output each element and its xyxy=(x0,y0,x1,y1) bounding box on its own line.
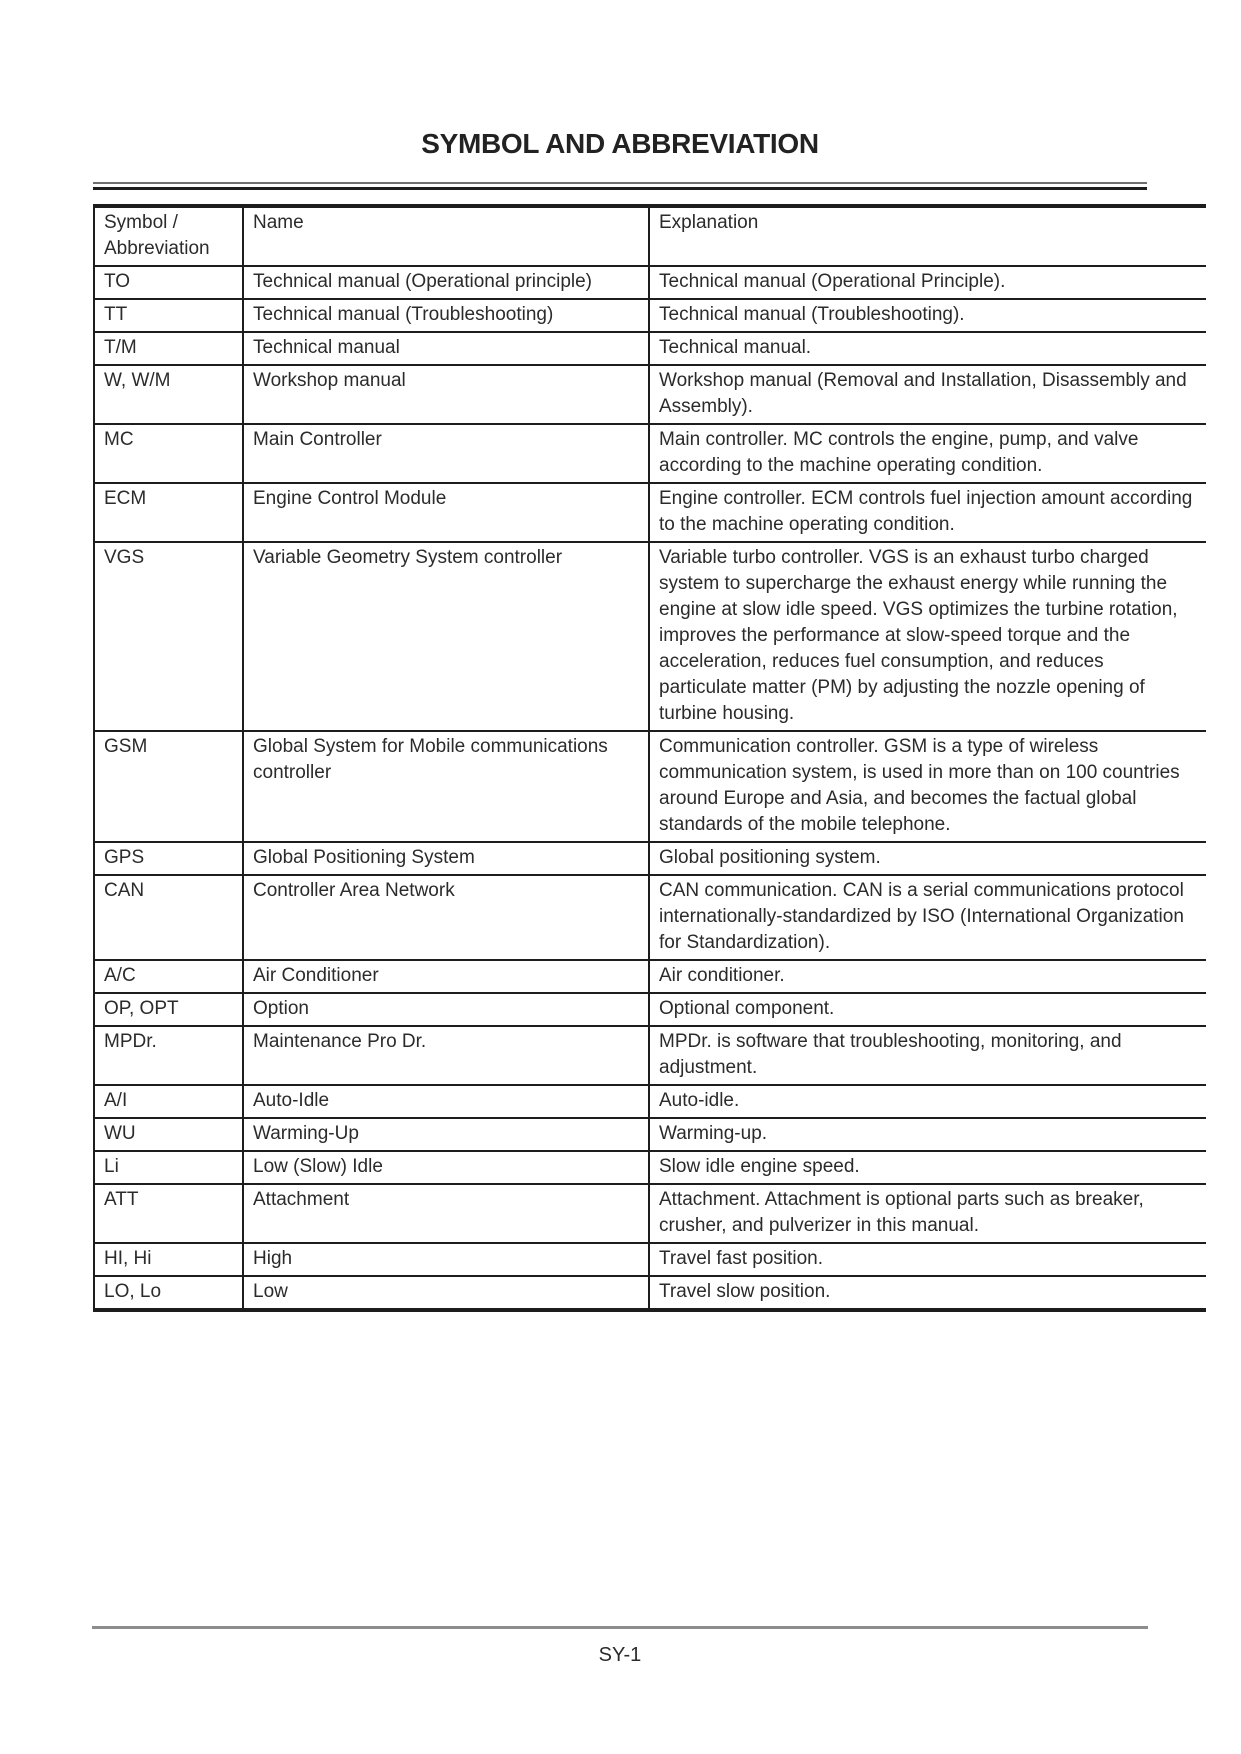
header-row xyxy=(94,206,1206,266)
name-cell: Auto-Idle xyxy=(243,1085,649,1118)
table-row xyxy=(94,842,1206,875)
symbol-cell: GSM xyxy=(94,731,243,842)
explanation-cell: Engine controller. ECM controls fuel injection amount according to the machine operating condition. xyxy=(649,483,1206,542)
symbol-cell: ATT xyxy=(94,1184,243,1243)
explanation-cell: Communication controller. GSM is a type of wireless communication system, is used in more than on 100 countries around Europe and Asia, and becomes the factual global standards of the mobile telephone. xyxy=(649,731,1206,842)
table-row xyxy=(94,1151,1206,1184)
explanation-cell: Workshop manual (Removal and Installation, Disassembly and Assembly). xyxy=(649,365,1206,424)
table-row xyxy=(94,731,1206,842)
explanation-cell: Attachment. Attachment is optional parts such as breaker, crusher, and pulverizer in this manual. xyxy=(649,1184,1206,1243)
column-header-name: Name xyxy=(243,206,649,266)
name-cell: Maintenance Pro Dr. xyxy=(243,1026,649,1085)
name-cell: Technical manual (Troubleshooting) xyxy=(243,299,649,332)
table-row xyxy=(94,483,1206,542)
page-number: SY-1 xyxy=(598,1644,642,1666)
explanation-cell: Main controller. MC controls the engine, pump, and valve according to the machine operating condition. xyxy=(649,424,1206,483)
table-row xyxy=(94,1118,1206,1151)
name-cell: Option xyxy=(243,993,649,1026)
table-row xyxy=(94,332,1206,365)
explanation-cell: Warming-up. xyxy=(649,1118,1206,1151)
symbol-cell: MC xyxy=(94,424,243,483)
name-cell: Air Conditioner xyxy=(243,960,649,993)
name-cell: Controller Area Network xyxy=(243,875,649,960)
explanation-cell: CAN communication. CAN is a serial communications protocol internationally-standardized by ISO (International Organization for Standardization). xyxy=(649,875,1206,960)
name-cell: Technical manual xyxy=(243,332,649,365)
name-cell: Attachment xyxy=(243,1184,649,1243)
table-row xyxy=(94,1243,1206,1276)
explanation-cell: Technical manual (Operational Principle). xyxy=(649,266,1206,299)
table-row xyxy=(94,1026,1206,1085)
page-title: SYMBOL AND ABBREVIATION xyxy=(421,128,819,159)
name-cell: Warming-Up xyxy=(243,1118,649,1151)
table-row xyxy=(94,1085,1206,1118)
explanation-cell: Auto-idle. xyxy=(649,1085,1206,1118)
symbol-cell: Li xyxy=(94,1151,243,1184)
table-row xyxy=(94,875,1206,960)
symbol-cell: A/C xyxy=(94,960,243,993)
name-cell: Variable Geometry System controller xyxy=(243,542,649,731)
table-row xyxy=(94,993,1206,1026)
table-row xyxy=(94,960,1206,993)
symbol-cell: TO xyxy=(94,266,243,299)
title-rule-thick xyxy=(93,187,1147,190)
explanation-cell: Travel fast position. xyxy=(649,1243,1206,1276)
explanation-cell: MPDr. is software that troubleshooting, monitoring, and adjustment. xyxy=(649,1026,1206,1085)
table-row xyxy=(94,299,1206,332)
name-cell: Low (Slow) Idle xyxy=(243,1151,649,1184)
footer-rule xyxy=(92,1626,1148,1629)
symbol-cell: GPS xyxy=(94,842,243,875)
table-row xyxy=(94,542,1206,731)
explanation-cell: Air conditioner. xyxy=(649,960,1206,993)
name-cell: Main Controller xyxy=(243,424,649,483)
table-row xyxy=(94,1276,1206,1310)
column-header-symbol-abbreviation: Symbol / Abbreviation xyxy=(94,206,243,266)
name-cell: Global System for Mobile communications controller xyxy=(243,731,649,842)
symbol-cell: MPDr. xyxy=(94,1026,243,1085)
symbol-cell: A/I xyxy=(94,1085,243,1118)
explanation-cell: Technical manual (Troubleshooting). xyxy=(649,299,1206,332)
explanation-cell: Variable turbo controller. VGS is an exhaust turbo charged system to supercharge the exhaust energy while running the engine at slow idle speed. VGS optimizes the turbine rotation, improves the performance at slow-speed torque and the acceleration, reduces fuel consumption, and reduces particulate matter (PM) by adjusting the nozzle opening of turbine housing. xyxy=(649,542,1206,731)
explanation-cell: Optional component. xyxy=(649,993,1206,1026)
symbol-cell: LO, Lo xyxy=(94,1276,243,1310)
table-row xyxy=(94,266,1206,299)
symbol-cell: W, W/M xyxy=(94,365,243,424)
name-cell: Workshop manual xyxy=(243,365,649,424)
name-cell: High xyxy=(243,1243,649,1276)
explanation-cell: Travel slow position. xyxy=(649,1276,1206,1310)
symbol-cell: ECM xyxy=(94,483,243,542)
symbol-cell: WU xyxy=(94,1118,243,1151)
explanation-cell: Technical manual. xyxy=(649,332,1206,365)
symbol-cell: HI, Hi xyxy=(94,1243,243,1276)
symbol-cell: CAN xyxy=(94,875,243,960)
table-body xyxy=(94,266,1206,1310)
symbol-cell: T/M xyxy=(94,332,243,365)
name-cell: Technical manual (Operational principle) xyxy=(243,266,649,299)
title-rule-thin xyxy=(93,182,1147,184)
symbol-cell: VGS xyxy=(94,542,243,731)
explanation-cell: Slow idle engine speed. xyxy=(649,1151,1206,1184)
symbol-abbreviation-table xyxy=(93,204,1206,1312)
name-cell: Low xyxy=(243,1276,649,1310)
column-header-explanation: Explanation xyxy=(649,206,1206,266)
table-row xyxy=(94,1184,1206,1243)
symbol-cell: TT xyxy=(94,299,243,332)
name-cell: Engine Control Module xyxy=(243,483,649,542)
table-header xyxy=(94,206,1206,266)
explanation-cell: Global positioning system. xyxy=(649,842,1206,875)
table-row xyxy=(94,365,1206,424)
name-cell: Global Positioning System xyxy=(243,842,649,875)
table-row xyxy=(94,424,1206,483)
symbol-cell: OP, OPT xyxy=(94,993,243,1026)
